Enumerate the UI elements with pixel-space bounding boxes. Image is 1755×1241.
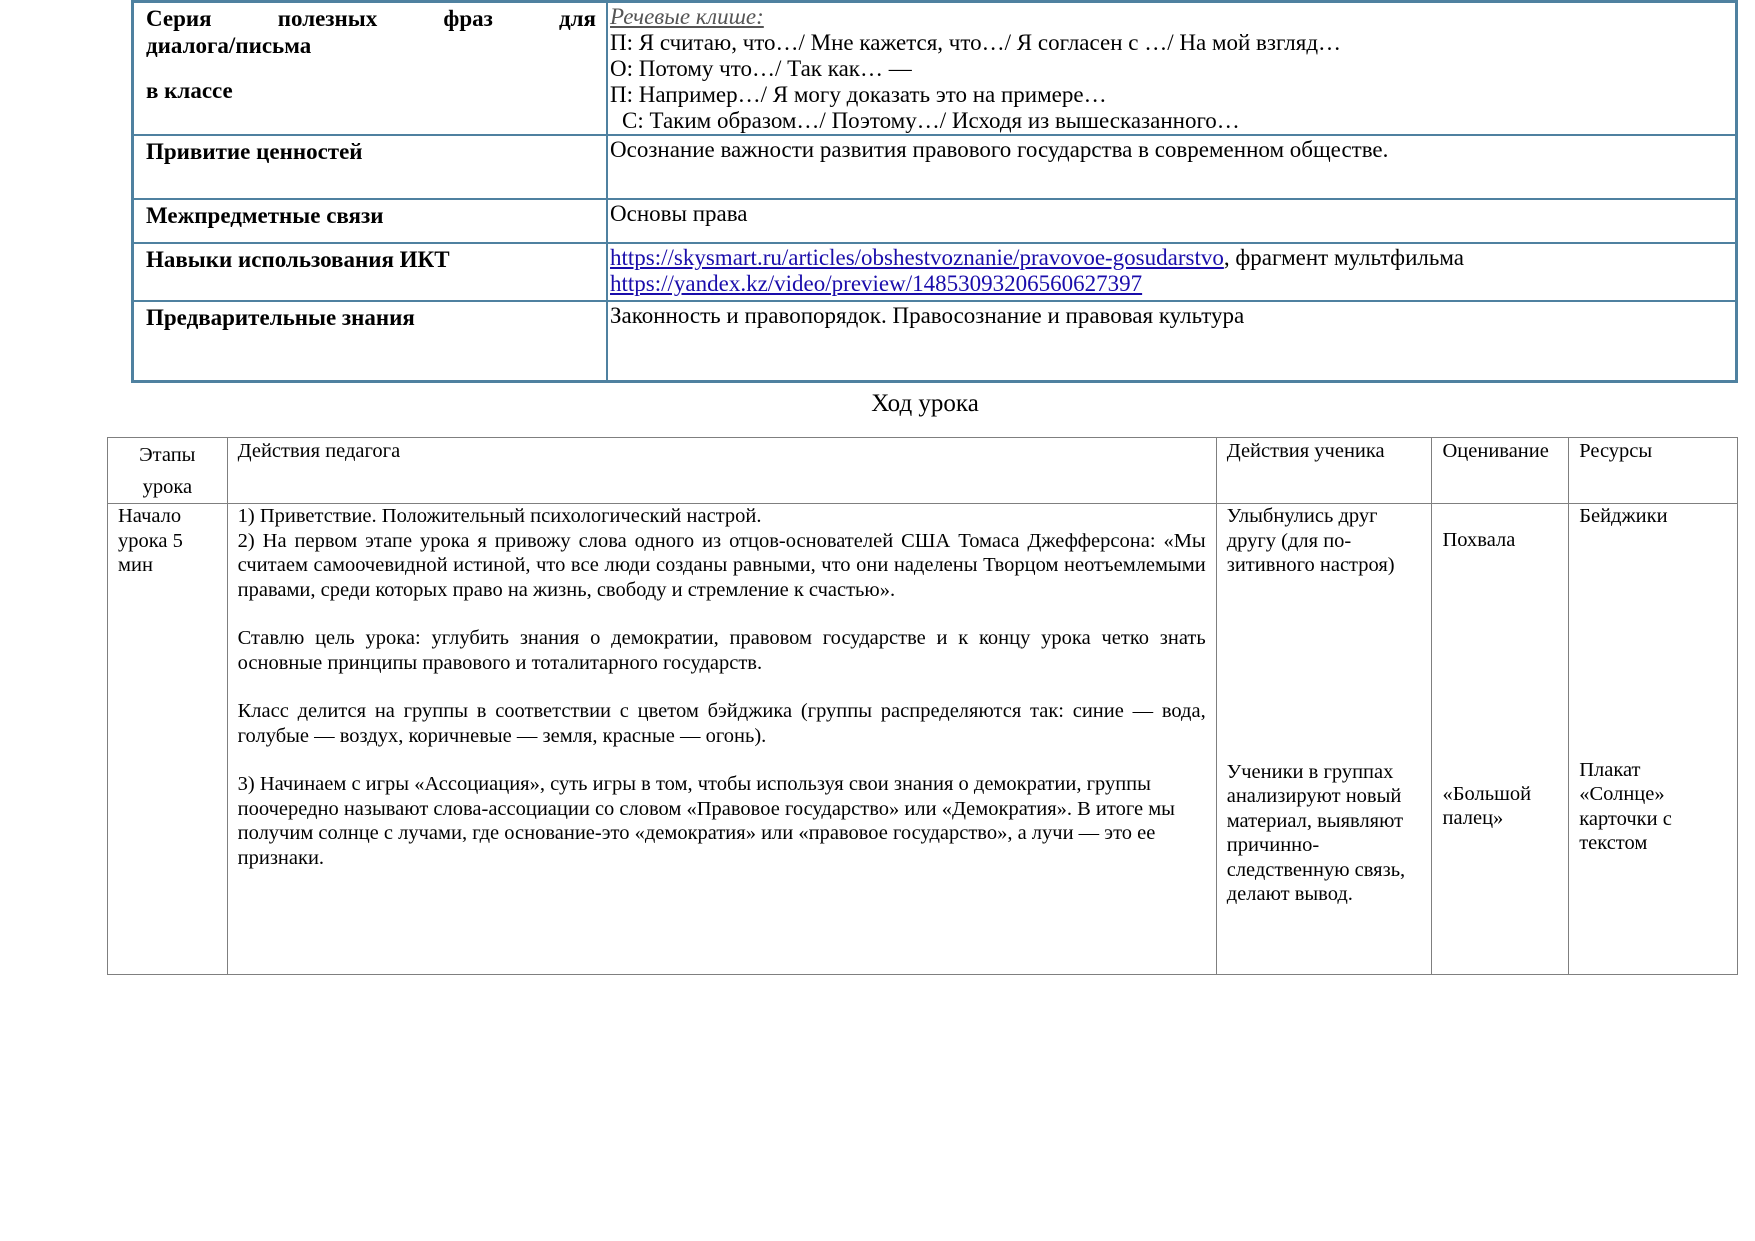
info-label-values: Привитие ценностей: [133, 135, 608, 199]
lesson-header-row: [108, 438, 1738, 504]
teacher-paragraph-5: 3) Начинаем с игры «Ассоциация», суть игры в том, чтобы используя свои знания о демократии, группы поочередно называют слова-ассоциации со словом «Правовое государство» или «Демократия». В итоге мы получим солнце с лучами, где основание-это «демократия» или «правовое государство», а лучи — это ее признаки.: [237, 773, 1175, 869]
header-teacher: Действия педагога: [227, 438, 1216, 504]
yandex-video-link[interactable]: https://yandex.kz/video/preview/1485309320656062739​7: [610, 271, 1143, 296]
info-label-phrases: [133, 2, 608, 136]
info-value-values: Осознание важности развития правового государства в современном обществе.: [607, 135, 1737, 199]
lesson-flow-table: [107, 437, 1738, 975]
cliche-line: П: Например…/ Я могу доказать это на примере…: [610, 82, 1107, 107]
info-row-ict: [133, 243, 1737, 301]
info-value-ict: [607, 243, 1737, 301]
cliche-line: С: Таким образом…/ Поэтому…/ Исходя из вышесказанного…: [622, 108, 1240, 133]
header-resources: Ресурсы: [1569, 438, 1738, 504]
skysmart-link[interactable]: https://skysmart.ru/articles/obshestvoznanie/pravovoe-gosudarstvo: [610, 245, 1224, 270]
teacher-paragraph-4: Класс делится на группы в соответствии с цветом бэйджика (группы распределяются так: синие — вода, голубые — воздух, коричневые — земля, красные — огонь).: [237, 700, 1206, 747]
ict-link1-suffix: , фрагмент мультфильма: [1223, 245, 1464, 270]
row-stage: Начало урока 5 мин: [108, 504, 228, 975]
row-resources: [1569, 504, 1738, 975]
header-evaluation: Оценивание: [1432, 438, 1569, 504]
info-row-prior: [133, 301, 1737, 381]
header-student: Действия ученика: [1216, 438, 1432, 504]
info-row-interdisciplinary: [133, 199, 1737, 243]
teacher-paragraph-2: 2) На первом этапе урока я привожу слова одного из отцов-основателей США Томаса Джефферсона: «Мы считаем самоочевидной истиной, что все люди созданы равными, что они наделены Творцом неотъемлемыми правами, среди которых право на жизнь, свободу и стремление к счастью».: [237, 529, 1206, 601]
lesson-info-table: [131, 0, 1738, 383]
info-value-interdisciplinary: Основы права: [607, 199, 1737, 243]
info-value-phrases: [607, 2, 1737, 136]
student-action-2: Ученики в группах анализируют новый материал, выявляют причинно-следственную связь, делают вывод.: [1226, 760, 1406, 905]
student-action-1: Улыбнулись друг другу (для по-зитивного настроя): [1226, 505, 1395, 576]
header-stage-line2: урока: [142, 476, 193, 498]
info-row-values: [133, 135, 1737, 199]
lesson-row-start: [108, 504, 1738, 975]
header-stage: [108, 438, 228, 504]
header-stage-line1: Этапы: [139, 444, 196, 466]
cliche-line: П: Я считаю, что…/ Мне кажется, что…/ Я согласен с …/ На мой взгляд…: [610, 30, 1342, 55]
phrases-label-line3: в классе: [146, 78, 233, 103]
row-evaluation: [1432, 504, 1569, 975]
section-title-lesson-flow: Ход урока: [871, 390, 979, 417]
cliche-line: О: Потому что…/ Так как… —: [610, 56, 912, 81]
info-label-ict: Навыки использования ИКТ: [133, 243, 608, 301]
info-row-phrases: [133, 2, 1737, 136]
cliche-title: Речевые клише:: [610, 4, 764, 29]
teacher-paragraph-1: 1) Приветствие. Положительный психологический настрой.: [237, 505, 762, 527]
phrases-label-line1: Серия полезных фраз для: [146, 6, 596, 31]
teacher-paragraph-3: Ставлю цель урока: углубить знания о демократии, правовом государстве и к концу урока четко знать основные принципы правового и тоталитарного государств.: [237, 627, 1206, 674]
info-value-prior: Законность и правопорядок. Правосознание и правовая культура: [607, 301, 1737, 381]
evaluation-2: «Большой палец»: [1442, 782, 1532, 829]
info-label-interdisciplinary: Межпредметные связи: [133, 199, 608, 243]
ict-line-2: [610, 271, 1731, 297]
phrases-label-line2: диалога/письма: [146, 33, 312, 58]
ict-line-1: [610, 245, 1731, 271]
info-label-prior: Предварительные знания: [133, 301, 608, 381]
row-teacher-actions: [227, 504, 1216, 975]
resource-1: Бейджики: [1579, 505, 1668, 527]
evaluation-1: Похвала: [1442, 529, 1516, 551]
resource-2: Плакат «Солнце» карточки с текстом: [1579, 758, 1672, 854]
row-student-actions: [1216, 504, 1432, 975]
